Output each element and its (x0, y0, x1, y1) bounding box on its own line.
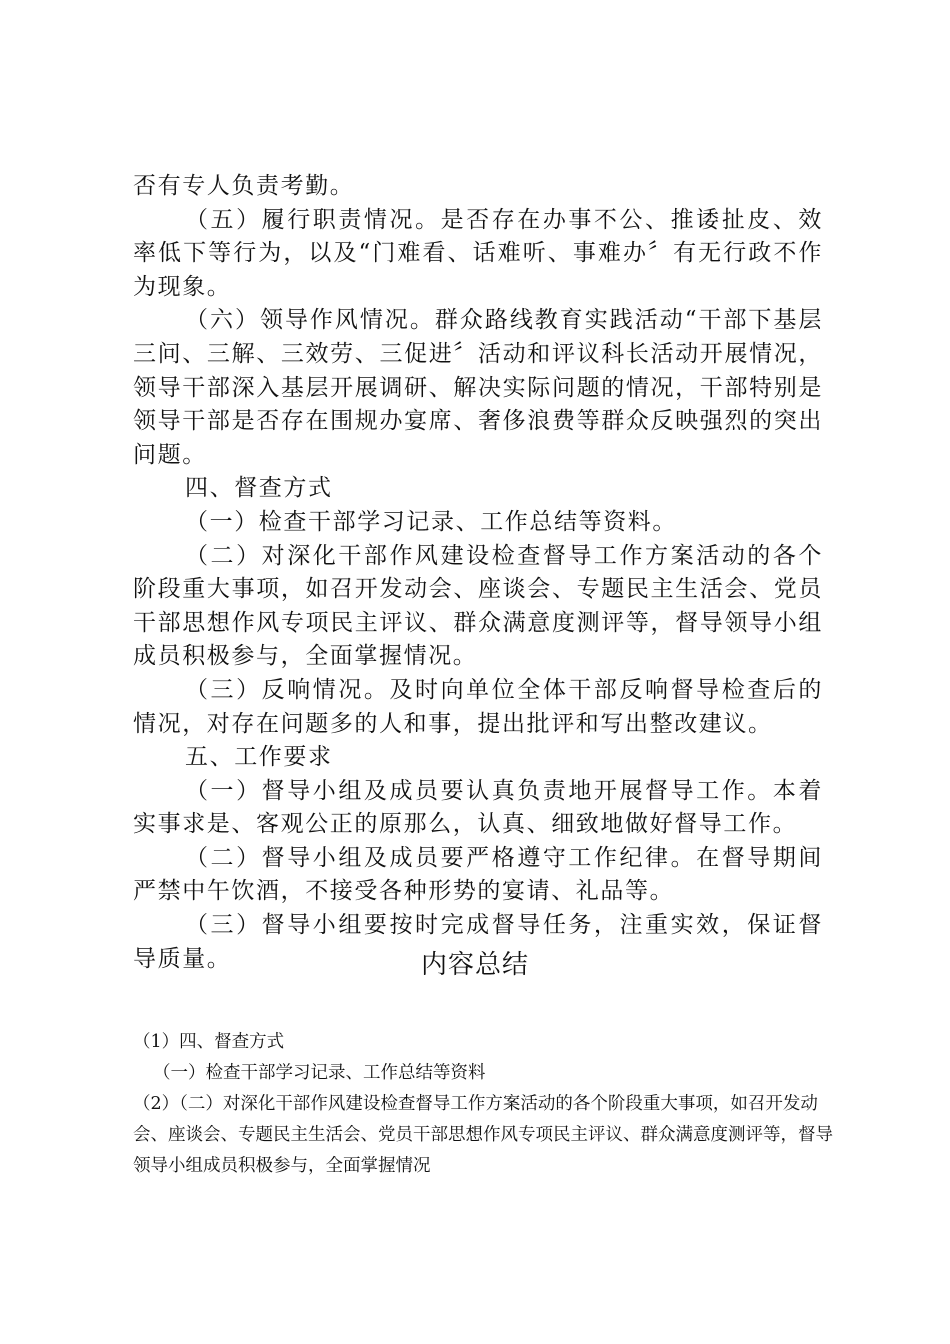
summary-list (133, 1027, 833, 1182)
body-paragraph: （一）检查干部学习记录、工作总结等资料。 (185, 508, 677, 535)
body-paragraph: （二）督导小组及成员要严格遵守工作纪律。在督导期间严禁中午饮酒，不接受各种形势的宴请、礼品等。 (133, 844, 823, 905)
body-paragraph: （一）督导小组及成员要认真负责地开展督导工作。本着实事求是、客观公正的原那么，认真、细致地做好督导工作。 (133, 777, 823, 838)
body-paragraph: （三）督导小组要按时完成督导任务，注重实效，保证督导质量。 (133, 912, 823, 972)
document-body (133, 170, 823, 976)
summary-item: （一）检查干部学习记录、工作总结等资料 (153, 1063, 486, 1083)
section-heading: 五、工作要求 (185, 744, 333, 771)
body-paragraph: （二）对深化干部作风建设检查督导工作方案活动的各个阶段重大事项，如召开发动会、座谈会、专题民主生活会、党员干部思想作风专项民主评议、群众满意度测评等，督导领导小组成员积极参与，全面掌握情况。 (133, 542, 823, 670)
section-heading: 四、督查方式 (185, 475, 333, 502)
summary-title: 内容总结 (420, 950, 529, 980)
body-paragraph: 否有专人负责考勤。 (133, 173, 355, 199)
summary-item: （1）四、督查方式 (133, 1032, 285, 1052)
body-paragraph: （五）履行职责情况。是否存在办事不公、推诿扯皮、效率低下等行为，以及“门难看、话难听、事难办〞有无行政不作为现象。 (133, 206, 823, 300)
body-paragraph: （三）反响情况。及时向单位全体干部反响督导检查后的情况，对存在问题多的人和事，提出批评和写出整改建议。 (133, 676, 823, 737)
body-paragraph: （六）领导作风情况。群众路线教育实践活动“干部下基层三问、三解、三效劳、三促进〞活动和评议科长活动开展情况，领导干部深入基层开展调研、解决实际问题的情况，干部特别是领导干部是否存在围规办宴席、奢侈浪费等群众反映强烈的突出问题。 (133, 307, 823, 468)
summary-item: （2）（二）对深化干部作风建设检查督导工作方案活动的各个阶段重大事项，如召开发动会、座谈会、专题民主生活会、党员干部思想作风专项民主评议、群众满意度测评等，督导领导小组成员积极参与，全面掌握情况 (133, 1094, 833, 1176)
